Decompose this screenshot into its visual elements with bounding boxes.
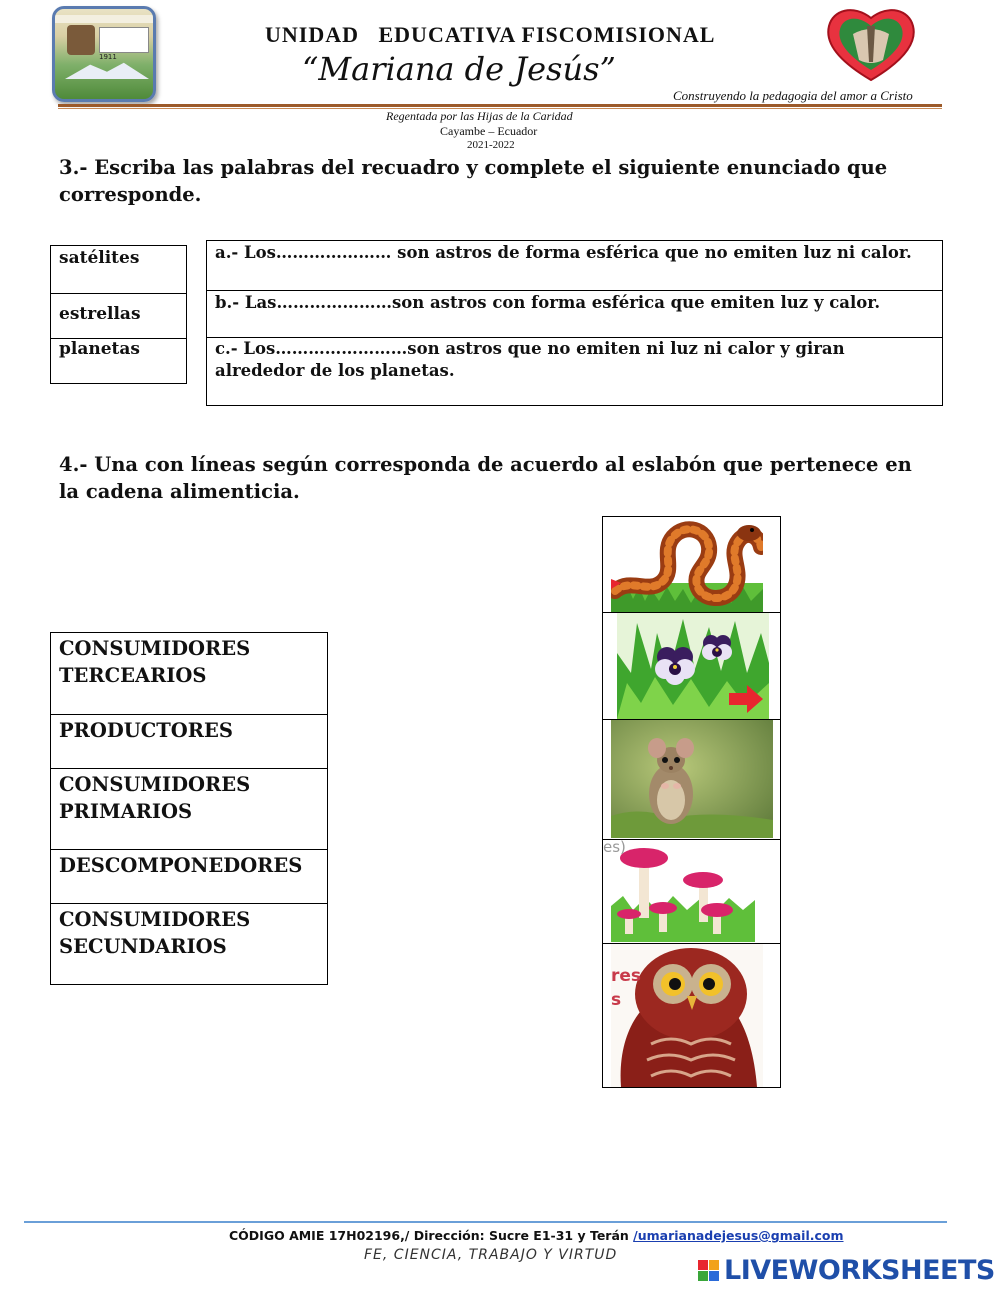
- word-bank-item[interactable]: planetas: [51, 338, 186, 384]
- liveworksheets-wordmark: LIVEWORKSHEETS: [724, 1255, 995, 1286]
- food-chain-categories: [50, 632, 328, 985]
- footer-address-text: CÓDIGO AMIE 17H02196,/ Dirección: Sucre E1-31 y Terán: [229, 1228, 634, 1243]
- sentence-a[interactable]: a.- Los………………… son astros de forma esférica que no emiten luz ni calor.: [215, 243, 912, 262]
- header-subtitle-city: Cayambe – Ecuador: [440, 124, 538, 138]
- category-consumidores-secundarios[interactable]: CONSUMIDORES SECUNDARIOS: [51, 903, 327, 985]
- school-name: “Mariana de Jesús”: [302, 50, 616, 88]
- question-3-prompt: 3.- Escriba las palabras del recuadro y complete el siguiente enunciado que corresponde.: [59, 156, 888, 206]
- header-divider: [58, 104, 942, 107]
- school-title: UNIDAD EDUCATIVA FISCOMISIONAL: [265, 22, 716, 47]
- school-crest-logo: [52, 6, 156, 102]
- pansy-flowers-image[interactable]: [617, 613, 769, 719]
- sentence-c[interactable]: c.- Los……………………son astros que no emiten ni luz ni calor y giran alrededor de los planetas.: [207, 337, 942, 405]
- question-4-prompt: 4.- Una con líneas según corresponda de acuerdo al eslabón que pertenece en la cadena alimenticia.: [59, 453, 912, 503]
- sentence-b[interactable]: b.- Las…………………son astros con forma esférica que emiten luz y calor.: [207, 290, 942, 338]
- category-consumidores-terciarios[interactable]: CONSUMIDORES TERCEARIOS: [59, 637, 251, 687]
- header-subtitle-year: 2021-2022: [467, 139, 515, 151]
- owl-text-fragment-2: s: [611, 990, 622, 1010]
- food-chain-images: [602, 516, 781, 1088]
- category-descomponedores[interactable]: DESCOMPONEDORES: [51, 849, 327, 904]
- category-productores[interactable]: PRODUCTORES: [51, 714, 327, 769]
- footer-email-link[interactable]: /umarianadejesus@gmail.com: [633, 1228, 844, 1243]
- owl-text-fragment-1: res: [611, 966, 642, 986]
- sentence-table: [206, 240, 943, 406]
- liveworksheets-brand[interactable]: [698, 1257, 994, 1287]
- word-bank-item[interactable]: satélites: [59, 248, 140, 268]
- school-motto: Construyendo la pedagogia del amor a Cristo: [673, 88, 913, 103]
- owl-image[interactable]: [611, 944, 763, 1087]
- mushrooms-image[interactable]: [603, 840, 755, 942]
- word-bank-item[interactable]: estrellas: [51, 293, 186, 338]
- snake-image[interactable]: [611, 517, 763, 613]
- heart-emblem-logo: [823, 4, 919, 84]
- mouse-image[interactable]: [611, 720, 773, 838]
- category-consumidores-primarios[interactable]: CONSUMIDORES PRIMARIOS: [51, 768, 327, 850]
- footer-values: FE, CIENCIA, TRABAJO Y VIRTUD: [364, 1247, 618, 1263]
- mushrooms-text-fragment: es): [603, 840, 626, 856]
- footer-divider: [24, 1221, 947, 1223]
- liveworksheets-logo-icon: [698, 1260, 720, 1282]
- word-bank: [50, 245, 187, 384]
- logo-year: 1911: [99, 53, 117, 61]
- footer-address: [229, 1228, 844, 1243]
- header-subtitle-order: Regentada por las Hijas de la Caridad: [386, 109, 573, 123]
